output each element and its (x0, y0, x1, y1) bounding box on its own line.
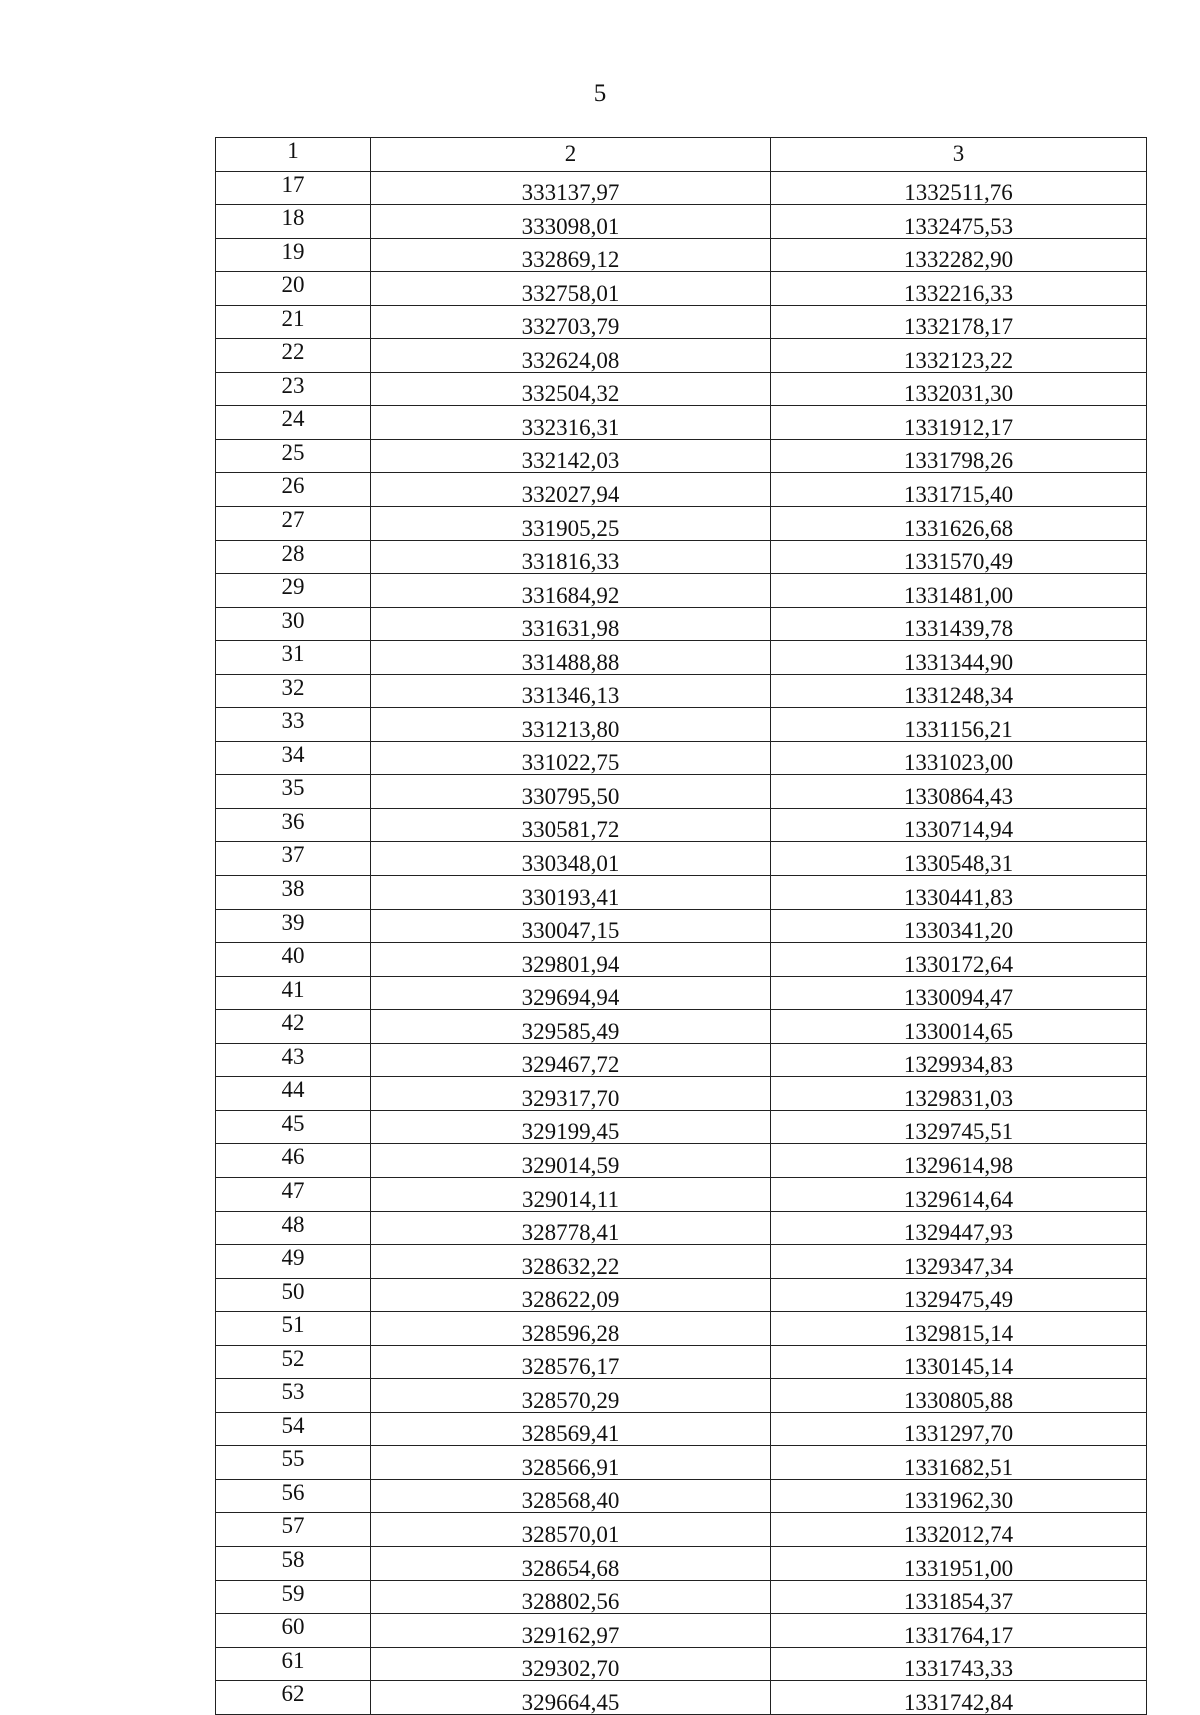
point-number-cell: 21 (216, 305, 371, 339)
point-number-cell: 25 (216, 439, 371, 473)
y-coordinate-cell: 1329447,93 (771, 1211, 1147, 1245)
column-header-3: 3 (771, 138, 1147, 172)
table-row (216, 1546, 1147, 1580)
y-coordinate-cell: 1330172,64 (771, 943, 1147, 977)
point-number-cell: 62 (216, 1681, 371, 1715)
y-coordinate-cell: 1331912,17 (771, 406, 1147, 440)
coordinates-table (215, 137, 1147, 1715)
x-coordinate-cell: 328778,41 (371, 1211, 771, 1245)
table-row (216, 1412, 1147, 1446)
table-row (216, 238, 1147, 272)
point-number-cell: 45 (216, 1110, 371, 1144)
x-coordinate-cell: 328576,17 (371, 1345, 771, 1379)
y-coordinate-cell: 1329745,51 (771, 1110, 1147, 1144)
table-row (216, 1245, 1147, 1279)
x-coordinate-cell: 331346,13 (371, 674, 771, 708)
table-row (216, 1614, 1147, 1648)
point-number-cell: 17 (216, 171, 371, 205)
y-coordinate-cell: 1332511,76 (771, 171, 1147, 205)
x-coordinate-cell: 329585,49 (371, 1010, 771, 1044)
y-coordinate-cell: 1331023,00 (771, 741, 1147, 775)
x-coordinate-cell: 331213,80 (371, 708, 771, 742)
table-header-row (216, 138, 1147, 172)
table-row (216, 1580, 1147, 1614)
point-number-cell: 43 (216, 1043, 371, 1077)
point-number-cell: 31 (216, 641, 371, 675)
table-row (216, 1177, 1147, 1211)
table-row (216, 406, 1147, 440)
x-coordinate-cell: 328570,29 (371, 1379, 771, 1413)
point-number-cell: 30 (216, 607, 371, 641)
y-coordinate-cell: 1330014,65 (771, 1010, 1147, 1044)
point-number-cell: 20 (216, 272, 371, 306)
x-coordinate-cell: 328569,41 (371, 1412, 771, 1446)
y-coordinate-cell: 1331951,00 (771, 1546, 1147, 1580)
y-coordinate-cell: 1330805,88 (771, 1379, 1147, 1413)
page-number: 5 (593, 80, 607, 107)
point-number-cell: 50 (216, 1278, 371, 1312)
x-coordinate-cell: 330581,72 (371, 808, 771, 842)
y-coordinate-cell: 1329475,49 (771, 1278, 1147, 1312)
point-number-cell: 61 (216, 1647, 371, 1681)
y-coordinate-cell: 1331248,34 (771, 674, 1147, 708)
point-number-cell: 22 (216, 339, 371, 373)
y-coordinate-cell: 1332012,74 (771, 1513, 1147, 1547)
table-row (216, 540, 1147, 574)
table-row (216, 1647, 1147, 1681)
y-coordinate-cell: 1331344,90 (771, 641, 1147, 675)
y-coordinate-cell: 1331742,84 (771, 1681, 1147, 1715)
table-row (216, 473, 1147, 507)
x-coordinate-cell: 331631,98 (371, 607, 771, 641)
point-number-cell: 29 (216, 574, 371, 608)
y-coordinate-cell: 1331715,40 (771, 473, 1147, 507)
y-coordinate-cell: 1331798,26 (771, 439, 1147, 473)
y-coordinate-cell: 1332216,33 (771, 272, 1147, 306)
x-coordinate-cell: 328566,91 (371, 1446, 771, 1480)
x-coordinate-cell: 330795,50 (371, 775, 771, 809)
table-row (216, 1278, 1147, 1312)
point-number-cell: 34 (216, 741, 371, 775)
point-number-cell: 47 (216, 1177, 371, 1211)
table-row (216, 876, 1147, 910)
x-coordinate-cell: 329302,70 (371, 1647, 771, 1681)
point-number-cell: 38 (216, 876, 371, 910)
table-row (216, 842, 1147, 876)
point-number-cell: 57 (216, 1513, 371, 1547)
point-number-cell: 27 (216, 507, 371, 541)
x-coordinate-cell: 332504,32 (371, 372, 771, 406)
x-coordinate-cell: 333098,01 (371, 205, 771, 239)
point-number-cell: 35 (216, 775, 371, 809)
point-number-cell: 48 (216, 1211, 371, 1245)
y-coordinate-cell: 1329614,98 (771, 1144, 1147, 1178)
point-number-cell: 39 (216, 909, 371, 943)
table-row (216, 641, 1147, 675)
y-coordinate-cell: 1331682,51 (771, 1446, 1147, 1480)
x-coordinate-cell: 329014,59 (371, 1144, 771, 1178)
x-coordinate-cell: 329199,45 (371, 1110, 771, 1144)
x-coordinate-cell: 332027,94 (371, 473, 771, 507)
x-coordinate-cell: 329014,11 (371, 1177, 771, 1211)
y-coordinate-cell: 1331962,30 (771, 1479, 1147, 1513)
y-coordinate-cell: 1331156,21 (771, 708, 1147, 742)
table-row (216, 372, 1147, 406)
x-coordinate-cell: 332142,03 (371, 439, 771, 473)
x-coordinate-cell: 328622,09 (371, 1278, 771, 1312)
point-number-cell: 46 (216, 1144, 371, 1178)
x-coordinate-cell: 332703,79 (371, 305, 771, 339)
y-coordinate-cell: 1329614,64 (771, 1177, 1147, 1211)
y-coordinate-cell: 1331481,00 (771, 574, 1147, 608)
table-row (216, 439, 1147, 473)
y-coordinate-cell: 1332031,30 (771, 372, 1147, 406)
table-row (216, 272, 1147, 306)
x-coordinate-cell: 331816,33 (371, 540, 771, 574)
column-header-1: 1 (216, 138, 371, 172)
point-number-cell: 49 (216, 1245, 371, 1279)
y-coordinate-cell: 1331297,70 (771, 1412, 1147, 1446)
y-coordinate-cell: 1329815,14 (771, 1312, 1147, 1346)
x-coordinate-cell: 331905,25 (371, 507, 771, 541)
point-number-cell: 19 (216, 238, 371, 272)
table-row (216, 1077, 1147, 1111)
table-row (216, 1211, 1147, 1245)
table-row (216, 1110, 1147, 1144)
table-row (216, 305, 1147, 339)
point-number-cell: 56 (216, 1479, 371, 1513)
x-coordinate-cell: 332758,01 (371, 272, 771, 306)
y-coordinate-cell: 1332123,22 (771, 339, 1147, 373)
table-row (216, 1010, 1147, 1044)
point-number-cell: 32 (216, 674, 371, 708)
x-coordinate-cell: 330193,41 (371, 876, 771, 910)
x-coordinate-cell: 330047,15 (371, 909, 771, 943)
point-number-cell: 44 (216, 1077, 371, 1111)
table-row (216, 674, 1147, 708)
table-row (216, 1043, 1147, 1077)
y-coordinate-cell: 1331854,37 (771, 1580, 1147, 1614)
point-number-cell: 58 (216, 1546, 371, 1580)
table-row (216, 205, 1147, 239)
x-coordinate-cell: 328570,01 (371, 1513, 771, 1547)
y-coordinate-cell: 1330441,83 (771, 876, 1147, 910)
table-row (216, 708, 1147, 742)
point-number-cell: 59 (216, 1580, 371, 1614)
point-number-cell: 33 (216, 708, 371, 742)
point-number-cell: 40 (216, 943, 371, 977)
table-row (216, 1312, 1147, 1346)
y-coordinate-cell: 1332178,17 (771, 305, 1147, 339)
y-coordinate-cell: 1330341,20 (771, 909, 1147, 943)
x-coordinate-cell: 330348,01 (371, 842, 771, 876)
y-coordinate-cell: 1331764,17 (771, 1614, 1147, 1648)
x-coordinate-cell: 329162,97 (371, 1614, 771, 1648)
column-header-2: 2 (371, 138, 771, 172)
table-row (216, 909, 1147, 943)
table-row (216, 574, 1147, 608)
table-row (216, 171, 1147, 205)
table-row (216, 1681, 1147, 1715)
y-coordinate-cell: 1330145,14 (771, 1345, 1147, 1379)
x-coordinate-cell: 328654,68 (371, 1546, 771, 1580)
point-number-cell: 52 (216, 1345, 371, 1379)
y-coordinate-cell: 1329347,34 (771, 1245, 1147, 1279)
table-row (216, 1446, 1147, 1480)
table-body (216, 171, 1147, 1714)
x-coordinate-cell: 333137,97 (371, 171, 771, 205)
table-row (216, 1479, 1147, 1513)
x-coordinate-cell: 329317,70 (371, 1077, 771, 1111)
table-row (216, 775, 1147, 809)
x-coordinate-cell: 332316,31 (371, 406, 771, 440)
x-coordinate-cell: 331022,75 (371, 741, 771, 775)
table-row (216, 741, 1147, 775)
table-row (216, 1345, 1147, 1379)
y-coordinate-cell: 1330094,47 (771, 976, 1147, 1010)
y-coordinate-cell: 1331743,33 (771, 1647, 1147, 1681)
x-coordinate-cell: 329694,94 (371, 976, 771, 1010)
point-number-cell: 18 (216, 205, 371, 239)
point-number-cell: 23 (216, 372, 371, 406)
table-row (216, 976, 1147, 1010)
table-row (216, 1144, 1147, 1178)
y-coordinate-cell: 1331626,68 (771, 507, 1147, 541)
x-coordinate-cell: 328802,56 (371, 1580, 771, 1614)
y-coordinate-cell: 1331570,49 (771, 540, 1147, 574)
table-row (216, 339, 1147, 373)
x-coordinate-cell: 328632,22 (371, 1245, 771, 1279)
point-number-cell: 37 (216, 842, 371, 876)
point-number-cell: 28 (216, 540, 371, 574)
y-coordinate-cell: 1329831,03 (771, 1077, 1147, 1111)
table-row (216, 943, 1147, 977)
table-row (216, 507, 1147, 541)
x-coordinate-cell: 329801,94 (371, 943, 771, 977)
point-number-cell: 54 (216, 1412, 371, 1446)
y-coordinate-cell: 1329934,83 (771, 1043, 1147, 1077)
y-coordinate-cell: 1331439,78 (771, 607, 1147, 641)
point-number-cell: 51 (216, 1312, 371, 1346)
point-number-cell: 26 (216, 473, 371, 507)
y-coordinate-cell: 1332475,53 (771, 205, 1147, 239)
y-coordinate-cell: 1332282,90 (771, 238, 1147, 272)
table-row (216, 1513, 1147, 1547)
x-coordinate-cell: 331684,92 (371, 574, 771, 608)
table-row (216, 607, 1147, 641)
x-coordinate-cell: 329664,45 (371, 1681, 771, 1715)
x-coordinate-cell: 331488,88 (371, 641, 771, 675)
table-row (216, 808, 1147, 842)
x-coordinate-cell: 332869,12 (371, 238, 771, 272)
point-number-cell: 55 (216, 1446, 371, 1480)
y-coordinate-cell: 1330548,31 (771, 842, 1147, 876)
x-coordinate-cell: 328596,28 (371, 1312, 771, 1346)
table-row (216, 1379, 1147, 1413)
x-coordinate-cell: 328568,40 (371, 1479, 771, 1513)
point-number-cell: 24 (216, 406, 371, 440)
y-coordinate-cell: 1330714,94 (771, 808, 1147, 842)
point-number-cell: 36 (216, 808, 371, 842)
point-number-cell: 60 (216, 1614, 371, 1648)
x-coordinate-cell: 329467,72 (371, 1043, 771, 1077)
point-number-cell: 42 (216, 1010, 371, 1044)
x-coordinate-cell: 332624,08 (371, 339, 771, 373)
point-number-cell: 53 (216, 1379, 371, 1413)
point-number-cell: 41 (216, 976, 371, 1010)
y-coordinate-cell: 1330864,43 (771, 775, 1147, 809)
